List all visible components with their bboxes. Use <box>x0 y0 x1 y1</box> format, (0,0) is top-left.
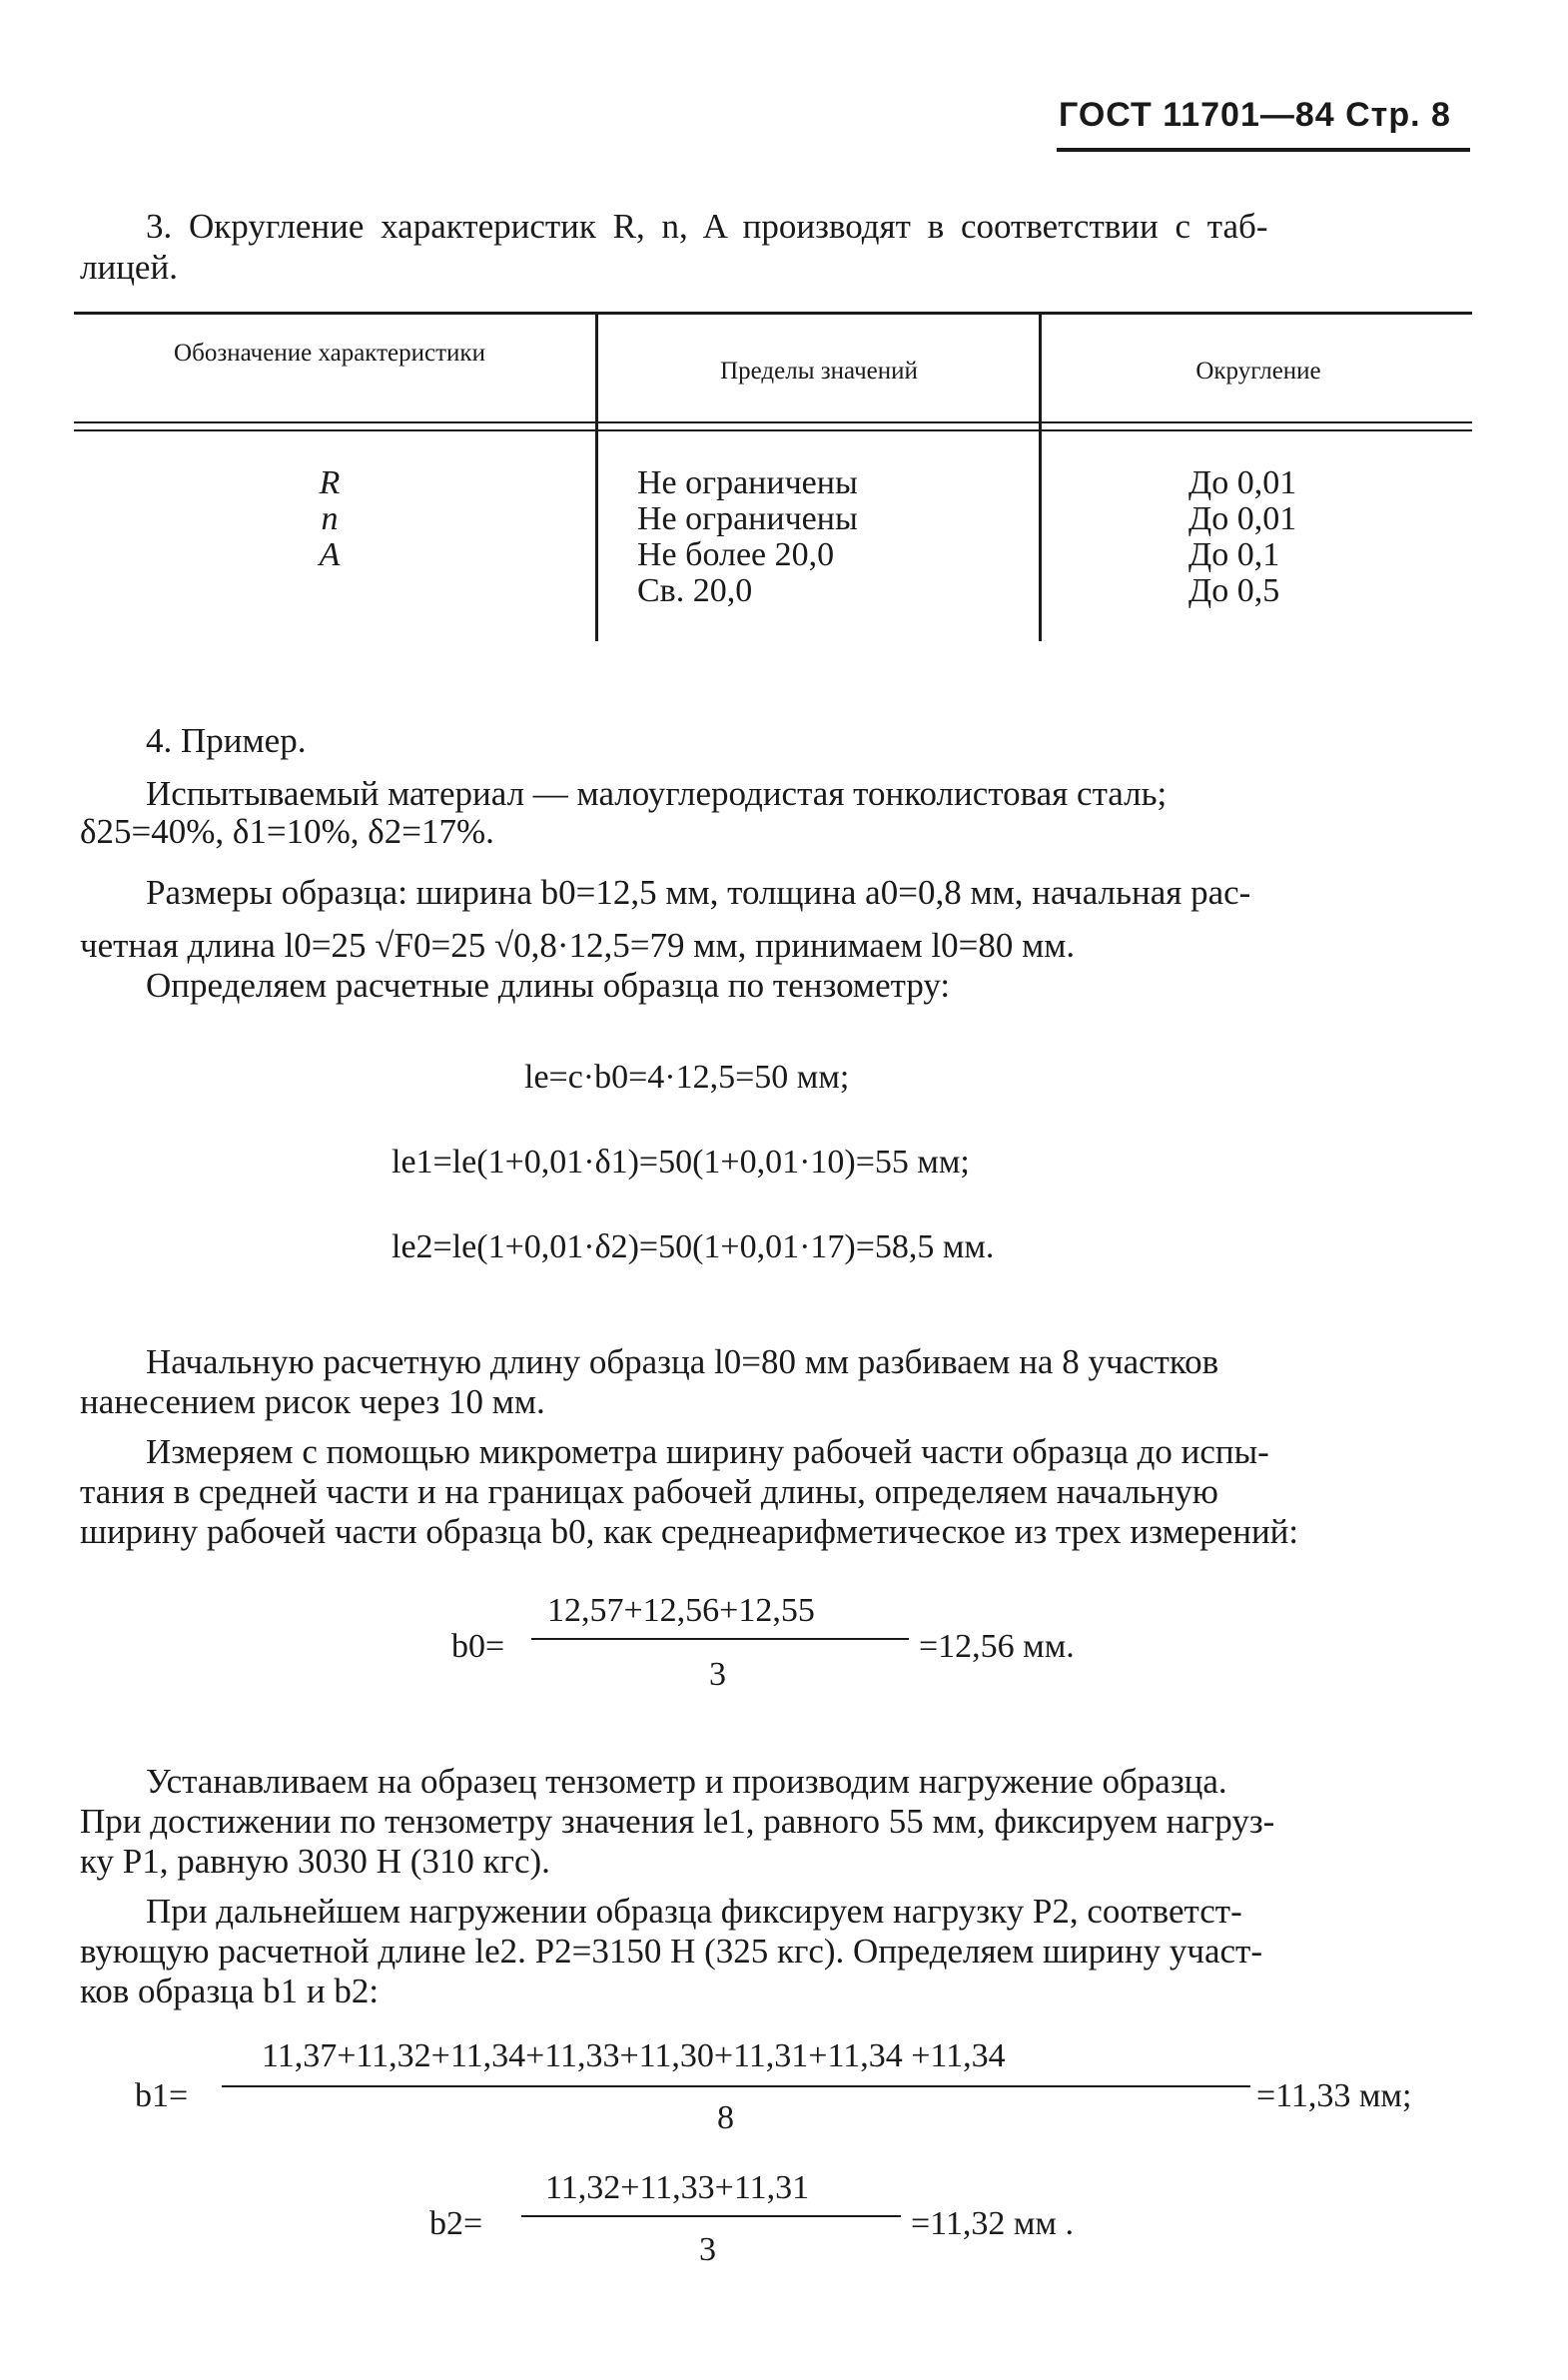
b0-denominator: 3 <box>709 1656 726 1693</box>
material-line2: δ25=40%, δ1=10%, δ2=17%. <box>80 812 494 851</box>
b0-numerator: 12,57+12,56+12,55 <box>547 1592 815 1629</box>
table-divider-2 <box>1039 314 1042 641</box>
dims-line1: Размеры образца: ширина b0=12,5 мм, толщина a0=0,8 мм, начальная рас- <box>146 873 1251 912</box>
further-line2: вующую расчетной длине le2. P2=3150 Н (325 кгс). Определяем ширину участ- <box>80 1932 1262 1971</box>
b0-result: =12,56 мм. <box>919 1628 1075 1665</box>
formula-le2: le2=le(1+0,01·δ2)=50(1+0,01·17)=58,5 мм. <box>392 1228 995 1265</box>
section3-line1: 3. Округление характеристик R, n, A производят в соответствии с таб- <box>146 207 1268 246</box>
table-rounding-3: До 0,1 <box>1188 536 1280 573</box>
material-line1: Испытываемый материал — малоуглеродистая тонколистовая сталь; <box>146 774 1168 813</box>
determine-line: Определяем расчетные длины образца по тензометру: <box>146 966 951 1005</box>
section4-title: 4. Пример. <box>146 721 307 760</box>
b1-lhs: b1= <box>135 2077 189 2114</box>
b1-result: =11,33 мм; <box>1256 2077 1412 2114</box>
further-line3: ков образца b1 и b2: <box>80 1972 380 2010</box>
page-header: ГОСТ 11701—84 Стр. 8 <box>1059 96 1451 134</box>
table-limit-4: Св. 20,0 <box>637 572 753 609</box>
table-divider-1 <box>595 314 598 641</box>
b1-numerator: 11,37+11,32+11,34+11,33+11,30+11,31+11,34 +11,34 <box>262 2037 1006 2074</box>
header-rule <box>1057 148 1470 152</box>
b1-fraction-bar <box>222 2085 1250 2087</box>
measure-line1: Измеряем с помощью микрометра ширину рабочей части образца до испы- <box>146 1432 1269 1471</box>
install-line1: Устанавливаем на образец тензометр и производим нагружение образца. <box>146 1762 1227 1801</box>
section3-line2: лицей. <box>80 248 178 287</box>
formula-le: le=c·b0=4·12,5=50 мм; <box>524 1059 850 1096</box>
table-rounding-1: До 0,01 <box>1188 464 1297 501</box>
table-limit-1: Не ограничены <box>637 464 858 501</box>
table-limit-2: Не ограничены <box>637 500 858 537</box>
table-header-designation: Обозначение характеристики <box>174 340 485 367</box>
b2-denominator: 3 <box>699 2231 716 2268</box>
further-line1: При дальнейшем нагружении образца фиксируем нагрузку P2, соответст- <box>146 1892 1242 1931</box>
install-line2: При достижении по тензометру значения le1, равного 55 мм, фиксируем нагруз- <box>80 1802 1275 1841</box>
b2-lhs: b2= <box>429 2205 483 2242</box>
table-header-limits: Пределы значений <box>720 358 918 385</box>
table-header-rounding: Округление <box>1195 358 1321 385</box>
table-rounding-2: До 0,01 <box>1188 500 1297 537</box>
formula-le1: le1=le(1+0,01·δ1)=50(1+0,01·10)=55 мм; <box>392 1144 970 1181</box>
table-limit-3: Не более 20,0 <box>637 536 835 573</box>
install-line3: ку P1, равную 3030 Н (310 кгс). <box>80 1842 550 1881</box>
b2-result: =11,32 мм . <box>911 2205 1074 2242</box>
table-symbol-a: A <box>319 536 341 573</box>
b0-fraction-bar <box>531 1638 909 1640</box>
dims-line2: четная длина l0=25 √F0=25 √0,8·12,5=79 мм, принимаем l0=80 мм. <box>80 926 1076 965</box>
table-symbol-n: n <box>321 500 339 537</box>
table-rounding-4: До 0,5 <box>1188 572 1280 609</box>
table-header-rule-1 <box>74 421 1472 423</box>
table-top-rule <box>74 312 1472 315</box>
b0-lhs: b0= <box>451 1628 505 1665</box>
measure-line3: ширину рабочей части образца b0, как среднеарифметическое из трех измерений: <box>80 1512 1299 1551</box>
measure-line2: тания в средней части и на границах рабочей длины, определяем начальную <box>80 1472 1218 1511</box>
table-header-rule-2 <box>74 429 1472 431</box>
b1-denominator: 8 <box>717 2099 734 2136</box>
b2-numerator: 11,32+11,33+11,31 <box>545 2169 810 2206</box>
b2-fraction-bar <box>521 2215 901 2217</box>
divide-line2: нанесением рисок через 10 мм. <box>80 1382 545 1421</box>
table-symbol-r: R <box>319 464 341 501</box>
divide-line1: Начальную расчетную длину образца l0=80 мм разбиваем на 8 участков <box>146 1342 1219 1381</box>
